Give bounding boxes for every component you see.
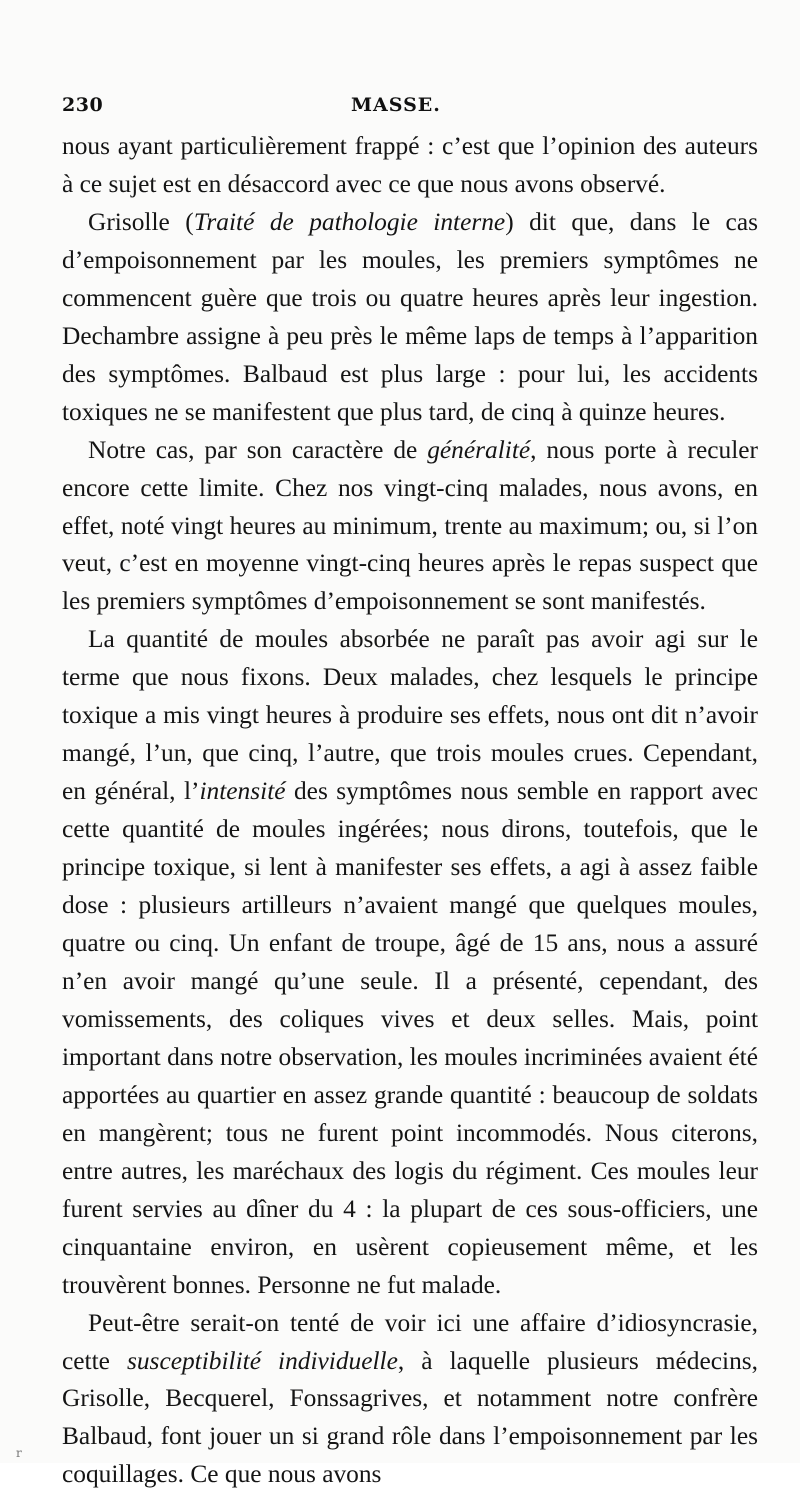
emphasized-term: généralité [427, 435, 531, 464]
emphasized-term: susceptibilité individuelle [126, 1346, 398, 1375]
page-header [62, 94, 762, 126]
text-run: , nous porte à reculer encore cette limite. Chez nos vingt-cinq malades, nous avons, en effet, noté vingt heures au minimum, trente au maximum; ou, si l’on veut, c’est en moyenne vingt-cinq heures après le repas suspect que les premiers symptômes d’empoisonnement se sont manifestés. [62, 435, 758, 616]
paragraph-4 [62, 621, 758, 1304]
text-run: ) dit que, dans le cas d’empoisonnement par les moules, les premiers symptômes ne commencent guère que trois ou quatre heures après leur ingestion. Dechambre assigne à peu près le même laps de temps à l’apparition des symptômes. Balbaud est plus large : pour lui, les accidents toxiques ne se manifestent que plus tard, de cinq à quinze heures. [62, 207, 758, 426]
text-run: La quantité de moules absorbée ne paraît pas avoir agi sur le terme que nous fixons. Deux malades, chez lesquels le principe toxique a mis vingt heures à produire ses effets, nous ont dit n’avoir mangé, l’un, que cinq, l’autre, que trois moules crues. Cependant, en général, l’ [62, 625, 758, 806]
text-run: Notre cas, par son caractère de [88, 435, 428, 464]
paragraph-1 [62, 128, 758, 204]
book-title-citation: Traité de pathologie interne [193, 207, 506, 236]
text-run: des symptômes nous semble en rapport avec cette quantité de moules ingérées; nous dirons, toutefois, que le principe toxique, si lent à manifester ses effets, a agi à assez faible dose : plusieurs artilleurs n’avaient mangé que quelques moules, quatre ou cinq. Un enfant de troupe, âgé de 15 ans, nous a assuré n’en avoir mangé qu’une seule. Il a présenté, cependant, des vomissements, des coliques vives et deux selles. Mais, point important dans notre observation, les moules incriminées avaient été apportées au quartier en assez grande quantité : beaucoup de soldats en mangèrent; tous ne furent point incommodés. Nous citerons, entre autres, les maréchaux des logis du régiment. Ces moules leur furent servies au dîner du 4 : la plupart de ces sous-officiers, une cinquantaine environ, en usèrent copieusement même, et les trouvèrent bonnes. Personne ne fut malade. [62, 777, 758, 1299]
text-run: nous ayant particulièrement frappé : c’est que l’opinion des auteurs à ce sujet est en désaccord avec ce que nous avons observé. [62, 132, 758, 198]
paragraph-2 [62, 204, 758, 432]
running-title: MASSE. [351, 94, 441, 116]
body-text [62, 128, 758, 1494]
paragraph-3 [62, 432, 758, 622]
paragraph-5 [62, 1305, 758, 1494]
text-run: , à laquelle plusieurs médecins, Grisolle, Becquerel, Fonssagrives, et notamment notre confrère Balbaud, font jouer un si grand rôle dans l’empoisonnement par les coquillages. Ce que nous avons [62, 1346, 758, 1489]
page-number: 230 [62, 94, 104, 116]
text-run: Grisolle ( [88, 207, 194, 236]
text-run: Peut-être serait-on tenté de voir ici une affaire d’idiosyncrasie, cette [62, 1308, 758, 1375]
emphasized-term: intensité [199, 777, 286, 806]
margin-mark: r [16, 1446, 22, 1460]
